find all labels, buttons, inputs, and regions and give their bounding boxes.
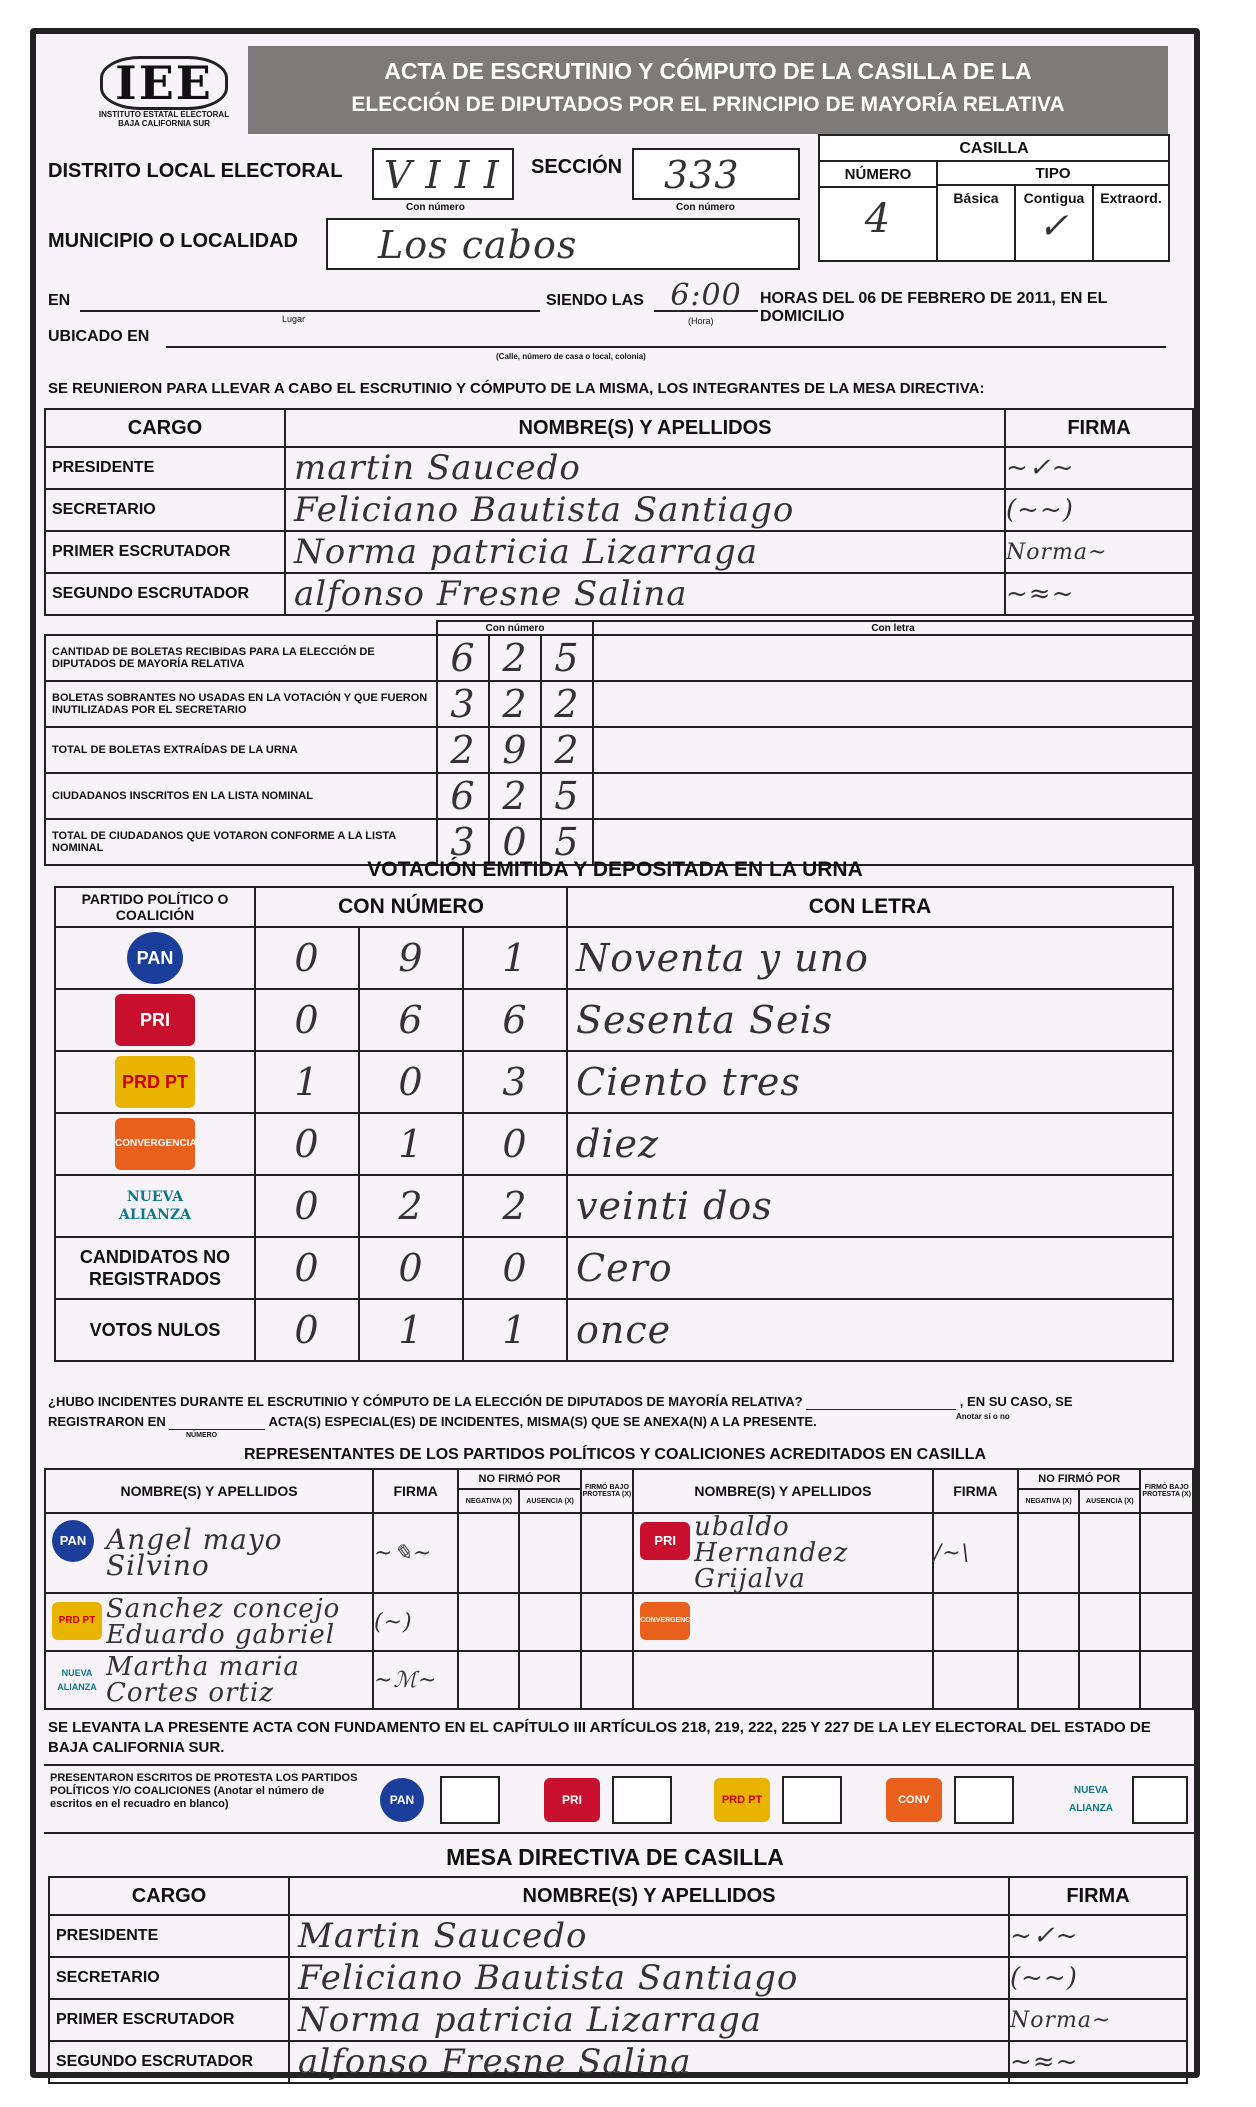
acta-title-banner xyxy=(248,46,1168,134)
col-con-numero: CON NÚMERO xyxy=(255,887,567,927)
nombre-cell[interactable]: martin Saucedo xyxy=(285,447,1005,489)
rep-nombre-cell[interactable] xyxy=(45,1593,373,1651)
rep-name-2: Silvino xyxy=(106,1549,210,1582)
rep-negativa-cell[interactable] xyxy=(1018,1651,1079,1709)
votos-nulos-label: VOTOS NULOS xyxy=(55,1299,255,1361)
digit-cell[interactable]: 3 xyxy=(437,819,489,865)
signature-icon: Norma~ xyxy=(1006,539,1108,565)
rep-col-no-firmo: NO FIRMÓ POR xyxy=(458,1469,580,1489)
rep-col-negativa: NEGATIVA (X) xyxy=(458,1489,519,1513)
incidentes-q2: , EN SU CASO, SE xyxy=(959,1394,1073,1409)
rep-protesta-cell[interactable] xyxy=(581,1651,633,1709)
signature-icon: (~) xyxy=(374,1609,413,1635)
cargo-cell: PRESIDENTE xyxy=(49,1915,289,1957)
casilla-title: CASILLA xyxy=(820,136,1168,162)
rep-col-protesta-2: FIRMÓ BAJO PROTESTA (X) xyxy=(1140,1469,1193,1513)
convergencia-logo-icon: CONVERGENCIA xyxy=(115,1118,195,1170)
digit-cell[interactable]: 1 xyxy=(463,1299,567,1361)
rep-negativa-cell[interactable] xyxy=(1018,1593,1079,1651)
signature-icon: /~\ xyxy=(933,1540,970,1566)
digit-cell[interactable]: 0 xyxy=(359,1051,463,1113)
digit-cell[interactable]: 0 xyxy=(463,1237,567,1299)
iee-logo xyxy=(84,56,244,132)
no-registrados-label: CANDIDATOS NO REGISTRADOS xyxy=(55,1237,255,1299)
rep-ausencia-cell[interactable] xyxy=(1079,1651,1140,1709)
signature-icon: ~≈~ xyxy=(1010,2047,1079,2077)
digit-cell[interactable]: 1 xyxy=(255,1051,359,1113)
representantes-table xyxy=(44,1468,1194,1710)
firma-cell[interactable] xyxy=(1009,1957,1187,1999)
mesa-row xyxy=(49,1999,1187,2041)
digit-cell[interactable]: 0 xyxy=(359,1237,463,1299)
rep-col-nombre-2: NOMBRE(S) Y APELLIDOS xyxy=(633,1469,933,1513)
rep-row xyxy=(45,1593,1193,1651)
rep-nombre-cell[interactable] xyxy=(633,1513,933,1593)
firma-cell[interactable] xyxy=(1005,489,1193,531)
rep-col-firma: FIRMA xyxy=(373,1469,458,1513)
firma-cell[interactable] xyxy=(1009,2041,1187,2083)
rep-row xyxy=(45,1651,1193,1709)
escritos-convergencia-box[interactable] xyxy=(954,1776,1014,1824)
votacion-table xyxy=(54,886,1174,1362)
cargo-cell: PRIMER ESCRUTADOR xyxy=(49,1999,289,2041)
signature-icon: Norma~ xyxy=(1010,2007,1112,2033)
vote-row xyxy=(55,1237,1173,1299)
boletas-label: CIUDADANOS INSCRITOS EN LA LISTA NOMINAL xyxy=(45,773,437,819)
con-numero-header: Con número xyxy=(437,621,593,635)
rep-nombre-cell[interactable] xyxy=(45,1651,373,1709)
vote-row xyxy=(55,927,1173,989)
hora-field[interactable]: 6:00 xyxy=(654,280,758,312)
acta-page xyxy=(30,28,1200,2082)
digit-cell[interactable]: 3 xyxy=(437,681,489,727)
digit-cell[interactable]: 2 xyxy=(489,681,541,727)
rep-ausencia-cell[interactable] xyxy=(519,1651,580,1709)
hora-sub: (Hora) xyxy=(688,316,714,326)
municipio-field[interactable]: Los cabos xyxy=(326,218,800,270)
representantes-title: REPRESENTANTES DE LOS PARTIDOS POLÍTICOS Y COALICIONES ACREDITADOS EN CASILLA xyxy=(244,1446,986,1463)
rep-protesta-cell[interactable] xyxy=(1140,1513,1193,1593)
digit-cell[interactable]: 6 xyxy=(463,989,567,1051)
firma-cell[interactable] xyxy=(1009,1915,1187,1957)
escritos-text: PRESENTARON ESCRITOS DE PROTESTA LOS PARTIDOS POLÍTICOS Y/O COALICIONES (Anotar el número de escritos en el recuadro en blanco) xyxy=(50,1772,358,1810)
party-cell xyxy=(55,1113,255,1175)
lugar-line[interactable] xyxy=(80,310,540,312)
tipo-contigua-label: Contigua xyxy=(1023,190,1085,206)
ubicado-label: UBICADO EN xyxy=(48,328,150,345)
rep-ausencia-cell[interactable] xyxy=(519,1593,580,1651)
registraron-label: REGISTRARON EN xyxy=(48,1414,166,1429)
distrito-sub: Con número xyxy=(406,202,465,213)
rep-name-1: Angel mayo xyxy=(106,1523,283,1556)
vote-row xyxy=(55,1113,1173,1175)
mesa-row xyxy=(49,1957,1187,1999)
digit-cell[interactable]: 2 xyxy=(489,635,541,681)
rep-protesta-cell[interactable] xyxy=(1140,1593,1193,1651)
mesa-directiva-top-table xyxy=(44,408,1194,616)
rep-col-nombre: NOMBRE(S) Y APELLIDOS xyxy=(45,1469,373,1513)
digit-cell[interactable]: 0 xyxy=(255,1299,359,1361)
rep-row xyxy=(45,1513,1193,1593)
pri-logo-icon: PRI xyxy=(115,994,195,1046)
incidentes-text-2 xyxy=(48,1414,817,1430)
signature-icon: ~ℳ~ xyxy=(374,1667,438,1693)
rep-protesta-cell[interactable] xyxy=(1140,1651,1193,1709)
ubicado-sub: (Calle, número de casa o local, colonia) xyxy=(496,352,646,361)
letra-cell[interactable]: Ciento tres xyxy=(567,1051,1173,1113)
digit-cell[interactable]: 0 xyxy=(489,819,541,865)
casilla-numero-value[interactable]: 4 xyxy=(864,196,892,242)
letra-cell[interactable]: Sesenta Seis xyxy=(567,989,1173,1051)
signature-icon: ~✓~ xyxy=(1010,1921,1079,1951)
mesa-row xyxy=(45,489,1193,531)
votacion-title: VOTACIÓN EMITIDA Y DEPOSITADA EN LA URNA xyxy=(367,858,863,881)
rep-name-1: Martha maria xyxy=(106,1652,300,1682)
col-firma: FIRMA xyxy=(1009,1877,1187,1915)
rep-col-negativa-2: NEGATIVA (X) xyxy=(1018,1489,1079,1513)
mesa-row xyxy=(45,573,1193,615)
pan-logo-icon: PAN xyxy=(380,1778,424,1822)
digit-cell[interactable]: 0 xyxy=(463,1113,567,1175)
digit-cell[interactable]: 0 xyxy=(255,1113,359,1175)
col-firma: FIRMA xyxy=(1005,409,1193,447)
rep-firma-cell[interactable] xyxy=(373,1593,458,1651)
rep-name-1: Sanchez concejo xyxy=(106,1594,341,1624)
boletas-label: TOTAL DE BOLETAS EXTRAÍDAS DE LA URNA xyxy=(45,727,437,773)
boletas-label: TOTAL DE CIUDADANOS QUE VOTARON CONFORME A LA LISTA NOMINAL xyxy=(45,819,437,865)
party-cell xyxy=(55,1051,255,1113)
col-cargo: CARGO xyxy=(45,409,285,447)
distrito-field[interactable]: V I I I xyxy=(372,148,514,200)
mesa-directiva-bottom-table xyxy=(48,1876,1188,2084)
boletas-row xyxy=(45,635,1193,681)
party-cell xyxy=(55,927,255,989)
rep-ausencia-cell[interactable] xyxy=(519,1513,580,1593)
digit-cell[interactable]: 2 xyxy=(541,681,593,727)
contigua-checkmark: ✓ xyxy=(1038,206,1070,247)
incidentes-numero-field[interactable] xyxy=(169,1414,265,1430)
rep-name-2: Cortes ortiz xyxy=(106,1678,274,1708)
digit-cell[interactable]: 5 xyxy=(541,635,593,681)
rep-firma-cell[interactable] xyxy=(933,1651,1018,1709)
firma-cell[interactable] xyxy=(1005,531,1193,573)
reunieron-text: SE REUNIERON PARA LLEVAR A CABO EL ESCRUTINIO Y CÓMPUTO DE LA MISMA, LOS INTEGRANTES DE LA MESA DIRECTIVA: xyxy=(48,380,985,397)
digit-cell[interactable]: 2 xyxy=(437,727,489,773)
rep-col-no-firmo-2: NO FIRMÓ POR xyxy=(1018,1469,1140,1489)
siendo-label: SIENDO LAS xyxy=(546,292,644,309)
letra-cell[interactable] xyxy=(593,773,1193,819)
escritos-pri-box[interactable] xyxy=(612,1776,672,1824)
cargo-cell: PRIMER ESCRUTADOR xyxy=(45,531,285,573)
horas-text: HORAS DEL 06 DE FEBRERO DE 2011, EN EL DOMICILIO xyxy=(760,290,1108,325)
en-label: EN xyxy=(48,292,71,309)
rep-firma-cell[interactable] xyxy=(373,1513,458,1593)
boletas-label: BOLETAS SOBRANTES NO USADAS EN LA VOTACIÓN Y QUE FUERON INUTILIZADAS POR EL SECRETARIO xyxy=(45,681,437,727)
casilla-numero-label: NÚMERO xyxy=(820,162,936,188)
cargo-cell: SECRETARIO xyxy=(49,1957,289,1999)
seccion-field[interactable]: 333 xyxy=(632,148,800,200)
cargo-cell: SEGUNDO ESCRUTADOR xyxy=(45,573,285,615)
col-con-letra: CON LETRA xyxy=(567,887,1173,927)
escritos-prd-pt-box[interactable] xyxy=(782,1776,842,1824)
convergencia-logo-icon: CONV xyxy=(886,1778,942,1822)
firma-cell[interactable] xyxy=(1005,573,1193,615)
cargo-cell: SECRETARIO xyxy=(45,489,285,531)
lugar-sub: Lugar xyxy=(282,314,306,324)
signature-icon: (~~) xyxy=(1006,495,1074,525)
incidentes-q: ¿HUBO INCIDENTES DURANTE EL ESCRUTINIO Y CÓMPUTO DE LA ELECCIÓN DE DIPUTADOS DE MAYORÍA RELATIVA? xyxy=(48,1394,803,1409)
rep-negativa-cell[interactable] xyxy=(458,1651,519,1709)
col-cargo: CARGO xyxy=(49,1877,289,1915)
signature-icon: ~≈~ xyxy=(1006,579,1075,609)
rep-negativa-cell[interactable] xyxy=(1018,1513,1079,1593)
rep-firma-cell[interactable] xyxy=(933,1513,1018,1593)
mesa-row xyxy=(49,2041,1187,2083)
rep-name-2: Eduardo gabriel xyxy=(106,1620,336,1650)
escritos-row xyxy=(44,1764,1194,1834)
col-nombre: NOMBRE(S) Y APELLIDOS xyxy=(289,1877,1009,1915)
cargo-cell: SEGUNDO ESCRUTADOR xyxy=(49,2041,289,2083)
municipio-label: MUNICIPIO O LOCALIDAD xyxy=(48,230,298,252)
rep-name-2: Grijalva xyxy=(694,1564,806,1594)
con-letra-header: Con letra xyxy=(593,621,1193,635)
incidentes-text xyxy=(48,1394,1073,1410)
prd-pt-logo-icon: PRD PT xyxy=(115,1056,195,1108)
party-cell xyxy=(55,1175,255,1237)
digit-cell[interactable]: 2 xyxy=(463,1175,567,1237)
seccion-sub: Con número xyxy=(676,202,735,213)
title-line-2: ELECCIÓN DE DIPUTADOS POR EL PRINCIPIO DE MAYORÍA RELATIVA xyxy=(351,93,1065,116)
rep-firma-cell[interactable] xyxy=(373,1651,458,1709)
digit-cell[interactable]: 0 xyxy=(255,1175,359,1237)
casilla-box xyxy=(818,134,1170,262)
rep-nombre-cell[interactable] xyxy=(633,1651,933,1709)
col-nombre: NOMBRE(S) Y APELLIDOS xyxy=(285,409,1005,447)
prd-pt-logo-icon: PRD PT xyxy=(52,1602,102,1640)
signature-icon: ~✓~ xyxy=(1006,453,1075,483)
firma-cell[interactable] xyxy=(1005,447,1193,489)
letra-cell[interactable]: Cero xyxy=(567,1237,1173,1299)
firma-cell[interactable] xyxy=(1009,1999,1187,2041)
letra-cell[interactable]: diez xyxy=(567,1113,1173,1175)
digit-cell[interactable]: 6 xyxy=(437,773,489,819)
digit-cell[interactable]: 1 xyxy=(359,1113,463,1175)
nombre-cell[interactable]: alfonso Fresne Salina xyxy=(285,573,1005,615)
logo-caption-1: INSTITUTO ESTATAL ELECTORAL xyxy=(98,110,230,119)
pan-logo-icon: PAN xyxy=(52,1520,94,1562)
digit-cell[interactable]: 1 xyxy=(463,927,567,989)
nueva-alianza-logo-icon: NUEVA ALIANZA xyxy=(119,1189,191,1223)
boletas-row xyxy=(45,681,1193,727)
mesa-bottom-title: MESA DIRECTIVA DE CASILLA xyxy=(446,1844,784,1870)
boletas-row xyxy=(45,773,1193,819)
nueva-alianza-logo-icon: NUEVA ALIANZA xyxy=(57,1668,97,1692)
col-partido: PARTIDO POLÍTICO O COALICIÓN xyxy=(55,887,255,927)
digit-cell[interactable]: 6 xyxy=(437,635,489,681)
ubicado-line[interactable] xyxy=(166,346,1166,348)
digit-cell[interactable]: 2 xyxy=(541,727,593,773)
seccion-label: SECCIÓN xyxy=(531,156,623,178)
nombre-cell[interactable]: Feliciano Bautista Santiago xyxy=(285,489,1005,531)
vote-row xyxy=(55,989,1173,1051)
escritos-pan-box[interactable] xyxy=(440,1776,500,1824)
letra-cell[interactable] xyxy=(593,727,1193,773)
distrito-label: DISTRITO LOCAL ELECTORAL xyxy=(48,160,343,182)
numero-sub: NÚMERO xyxy=(186,1432,218,1439)
digit-cell[interactable]: 0 xyxy=(255,989,359,1051)
rep-protesta-cell[interactable] xyxy=(581,1513,633,1593)
signature-icon: (~~) xyxy=(1010,1963,1078,1993)
letra-cell[interactable] xyxy=(593,635,1193,681)
rep-nombre-cell[interactable] xyxy=(45,1513,373,1593)
rep-protesta-cell[interactable] xyxy=(581,1593,633,1651)
rep-ausencia-cell[interactable] xyxy=(1079,1513,1140,1593)
digit-cell[interactable]: 3 xyxy=(463,1051,567,1113)
rep-name-1: ubaldo Hernandez xyxy=(694,1512,849,1568)
rep-negativa-cell[interactable] xyxy=(458,1513,519,1593)
mesa-row xyxy=(45,447,1193,489)
pri-logo-icon: PRI xyxy=(544,1778,600,1822)
pan-logo-icon: PAN xyxy=(127,932,183,984)
digit-cell[interactable]: 6 xyxy=(359,989,463,1051)
nombre-cell[interactable]: alfonso Fresne Salina xyxy=(289,2041,1009,2083)
digit-cell[interactable]: 2 xyxy=(359,1175,463,1237)
rep-firma-cell[interactable] xyxy=(933,1593,1018,1651)
boletas-label: CANTIDAD DE BOLETAS RECIBIDAS PARA LA ELECCIÓN DE DIPUTADOS DE MAYORÍA RELATIVA xyxy=(45,635,437,681)
rep-col-ausencia-2: AUSENCIA (X) xyxy=(1079,1489,1140,1513)
digit-cell[interactable]: 9 xyxy=(489,727,541,773)
casilla-tipo-label: TIPO xyxy=(938,162,1168,186)
boletas-table xyxy=(44,620,1194,866)
signature-icon: ~✎~ xyxy=(374,1540,433,1566)
digit-cell[interactable]: 9 xyxy=(359,927,463,989)
escritos-nueva-alianza-box[interactable] xyxy=(1132,1776,1188,1824)
digit-cell[interactable]: 2 xyxy=(489,773,541,819)
tipo-extraord[interactable]: Extraord. xyxy=(1100,190,1162,206)
boletas-row xyxy=(45,727,1193,773)
rep-col-ausencia: AUSENCIA (X) xyxy=(519,1489,580,1513)
nombre-cell[interactable]: Norma patricia Lizarraga xyxy=(285,531,1005,573)
letra-cell[interactable]: once xyxy=(567,1299,1173,1361)
logo-caption-2: BAJA CALIFORNIA SUR xyxy=(118,119,210,128)
vote-row xyxy=(55,1051,1173,1113)
mesa-row xyxy=(45,531,1193,573)
title-line-1: ACTA DE ESCRUTINIO Y CÓMPUTO DE LA CASILLA DE LA xyxy=(384,58,1032,84)
tipo-basica[interactable]: Básica xyxy=(938,186,1016,262)
prd-pt-logo-icon: PRD PT xyxy=(714,1778,770,1822)
convergencia-logo-icon: CONVERGENCIA xyxy=(640,1602,690,1640)
rep-ausencia-cell[interactable] xyxy=(1079,1593,1140,1651)
rep-nombre-cell[interactable] xyxy=(633,1593,933,1651)
nombre-cell[interactable]: Martin Saucedo xyxy=(289,1915,1009,1957)
digit-cell[interactable]: 5 xyxy=(541,819,593,865)
cargo-cell: PRESIDENTE xyxy=(45,447,285,489)
acta-especial-text: ACTA(S) ESPECIAL(ES) DE INCIDENTES, MISMA(S) QUE SE ANEXA(N) A LA PRESENTE. xyxy=(268,1414,817,1429)
rep-col-firma-2: FIRMA xyxy=(933,1469,1018,1513)
tipo-contigua[interactable] xyxy=(1016,186,1094,262)
rep-negativa-cell[interactable] xyxy=(458,1593,519,1651)
digit-cell[interactable]: 5 xyxy=(541,773,593,819)
digit-cell[interactable]: 0 xyxy=(255,1237,359,1299)
letra-cell[interactable] xyxy=(593,681,1193,727)
casilla-numero-col xyxy=(820,162,938,262)
nombre-cell[interactable]: Feliciano Bautista Santiago xyxy=(289,1957,1009,1999)
rep-col-protesta: FIRMÓ BAJO PROTESTA (X) xyxy=(581,1469,633,1513)
vote-row xyxy=(55,1175,1173,1237)
digit-cell[interactable]: 1 xyxy=(359,1299,463,1361)
anotar-sub: Anotar sí o no xyxy=(956,1412,1010,1421)
letra-cell[interactable]: veinti dos xyxy=(567,1175,1173,1237)
mesa-row xyxy=(49,1915,1187,1957)
party-cell xyxy=(55,989,255,1051)
logo-text: IEE xyxy=(100,56,228,110)
letra-cell[interactable]: Noventa y uno xyxy=(567,927,1173,989)
fundamento-text: SE LEVANTA LA PRESENTE ACTA CON FUNDAMENTO EN EL CAPÍTULO III ARTÍCULOS 218, 219, 222, 225 Y 227 DE LA LEY ELECTORAL DEL ESTADO DE BAJA CALIFORNIA SUR. xyxy=(48,1719,1151,1756)
nombre-cell[interactable]: Norma patricia Lizarraga xyxy=(289,1999,1009,2041)
incidentes-si-no-field[interactable] xyxy=(806,1394,956,1410)
vote-row xyxy=(55,1299,1173,1361)
digit-cell[interactable]: 0 xyxy=(255,927,359,989)
nueva-alianza-logo-icon: NUEVA ALIANZA xyxy=(1069,1785,1113,1814)
pri-logo-icon: PRI xyxy=(640,1522,690,1560)
